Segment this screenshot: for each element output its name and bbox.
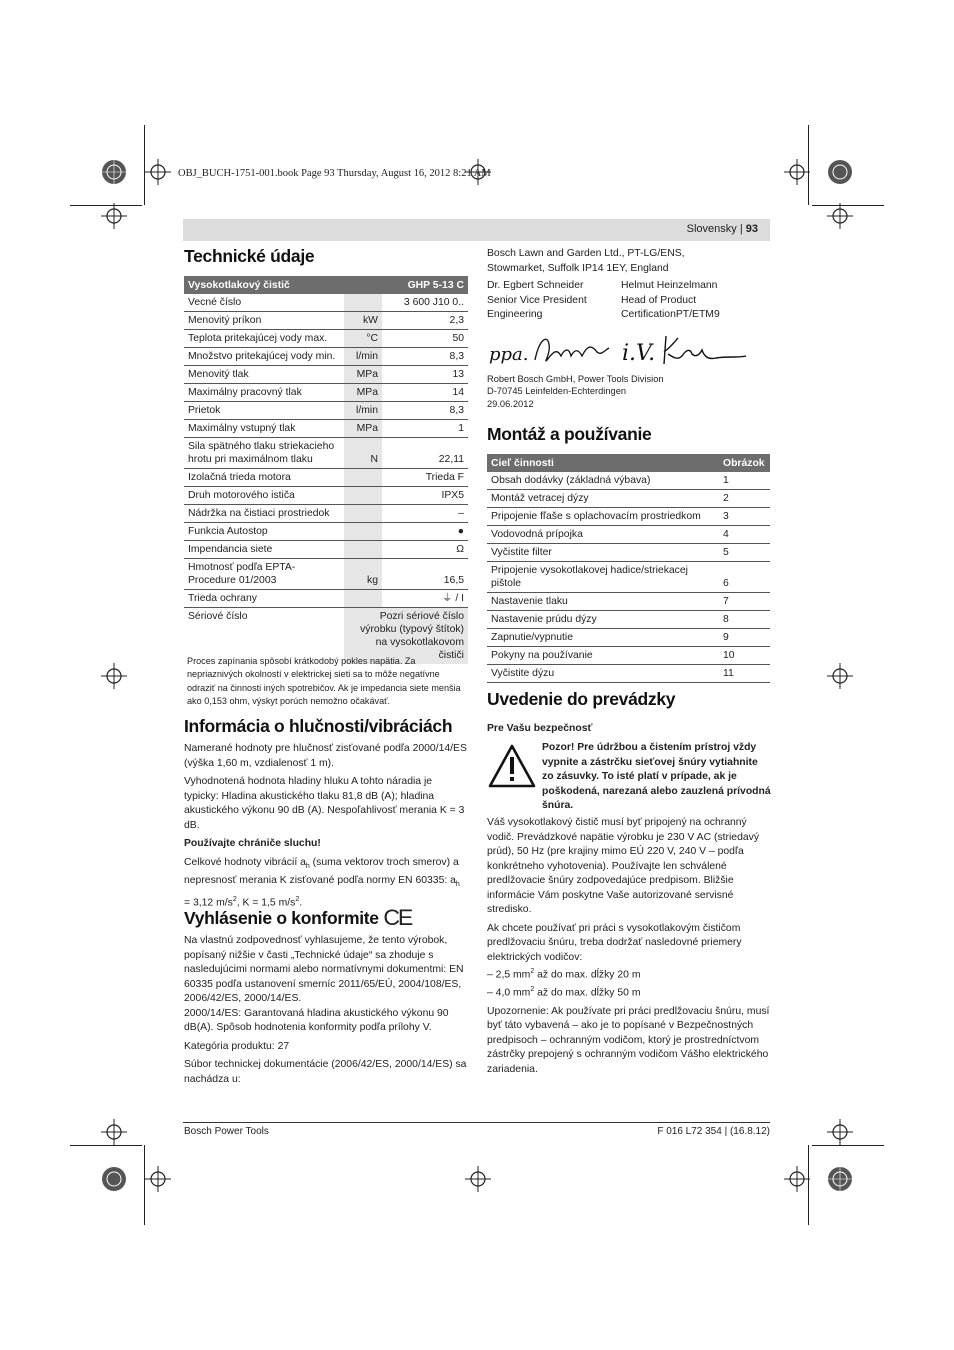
crosshair-icon — [783, 158, 811, 186]
row-label: Prietok — [184, 402, 344, 420]
product-category: Kategória produktu: 27 — [184, 1040, 290, 1052]
table-row — [184, 348, 468, 366]
section-title-startup: Uvedenie do prevádzky — [487, 689, 676, 709]
noise-paragraph: Namerané hodnoty pre hlučnosť zisťované podľa 2000/14/ES (výška 1,60 m, vzdialenosť 1 m). — [184, 743, 467, 769]
row-value: ● — [382, 523, 468, 541]
footer-right: F 016 L72 354 | (16.8.12) — [657, 1126, 770, 1137]
table-row — [184, 438, 468, 469]
row-unit — [344, 590, 382, 608]
table-row — [184, 420, 468, 438]
row-label: Teplota pritekajúcej vody max. — [184, 330, 344, 348]
row-label: Funkcia Autostop — [184, 523, 344, 541]
row-value: 13 — [382, 366, 468, 384]
row-label: Množstvo pritekajúcej vody min. — [184, 348, 344, 366]
section-title-technical: Technické údaje — [184, 246, 315, 266]
row-unit — [344, 294, 382, 312]
row-goal: Zapnutie/vypnutie — [487, 629, 719, 647]
row-figure: 6 — [719, 562, 770, 593]
row-figure: 11 — [719, 665, 770, 683]
section-title-noise: Informácia o hlučnosti/vibráciách — [184, 716, 453, 736]
registration-mark-icon — [100, 158, 128, 186]
table-header-name: Vysokotlakový čistič — [184, 276, 382, 294]
assembly-table — [487, 454, 770, 683]
row-figure: 1 — [719, 472, 770, 490]
row-label: Sériové číslo — [188, 611, 248, 622]
row-label: Menovitý príkon — [184, 312, 344, 330]
footer-divider — [183, 1122, 770, 1123]
row-unit: kW — [344, 312, 382, 330]
row-goal: Pripojenie fľaše s oplachovacím prostriedkom — [487, 508, 719, 526]
crosshair-icon — [144, 1165, 172, 1193]
signature-left-image — [487, 330, 612, 372]
row-unit — [344, 469, 382, 487]
warning-text: Pozor! Pre údržbou a čistením prístroj vždy vypnite a zástrčku sieťovej šnúry vytiahnite zo zásuvky. To isté platí v prípade, ak je poškodená, narezaná alebo zauzlená prívodná šnúra. — [542, 742, 771, 811]
row-goal: Montáž vetracej dýzy — [487, 490, 719, 508]
crosshair-icon — [144, 158, 172, 186]
registration-mark-icon — [826, 1165, 854, 1193]
row-value: IPX5 — [382, 487, 468, 505]
row-label: Maximálny vstupný tlak — [184, 420, 344, 438]
row-unit: °C — [344, 330, 382, 348]
row-unit: MPa — [344, 420, 382, 438]
table-row — [184, 487, 468, 505]
header-language: Slovensky — [686, 223, 737, 235]
row-value: Pozri sériové číslo výrobku (typový štítok) na vysokotlakovom čističi — [344, 608, 468, 665]
row-unit: MPa — [344, 366, 382, 384]
crosshair-icon — [464, 1165, 492, 1193]
table-row — [487, 544, 770, 562]
crosshair-icon — [826, 1118, 854, 1146]
row-label: Hmotnosť podľa EPTA-Procedure 01/2003 — [184, 559, 344, 590]
table-row — [184, 402, 468, 420]
table-row — [487, 611, 770, 629]
section-title-assembly: Montáž a používanie — [487, 424, 652, 444]
row-unit: l/min — [344, 348, 382, 366]
table-row — [184, 523, 468, 541]
conformity-paragraph: Na vlastnú zodpovednosť vyhlasujeme, že tento výrobok, popísaný nižšie v časti „Technické údaje“ sa zhoduje s nasledujúcimi normami alebo normatívnymi dokumentmi: EN 60335 podľa ustanovení smerníc 2011/65/EÚ, 2004/108/ES, 2006/42/ES, 2000/14/ES. — [184, 935, 464, 1004]
row-goal: Nastavenie tlaku — [487, 593, 719, 611]
company-address: Bosch Lawn and Garden Ltd., PT-LG/ENS, Stowmarket, Suffolk IP14 1EY, England — [487, 248, 685, 274]
row-value: 50 — [382, 330, 468, 348]
row-label: Nádržka na čistiaci prostriedok — [184, 505, 344, 523]
startup-note: Upozornenie: Ak používate pri práci predlžovaciu šnúru, musí byť táto vybavená – ako je to popísané v Bezpečnostných predpisoch – ochranným vodičom, ktorý je prostredníctvom zástrčky prepojený s ochranným vodičom Vášho elektrického zariadenia. — [487, 1005, 770, 1075]
crosshair-icon — [100, 202, 128, 230]
table-row — [487, 526, 770, 544]
conformity-paragraph: Súbor technickej dokumentácie (2006/42/ES, 2000/14/ES) sa nachádza u: — [184, 1059, 467, 1085]
svg-text:ppa.: ppa. — [489, 344, 529, 365]
header-separator: | — [736, 223, 746, 235]
table-row — [487, 562, 770, 593]
table-row — [184, 384, 468, 402]
signatory-left: Dr. Egbert Schneider Senior Vice President Engineering — [487, 280, 587, 320]
table-footnote: Proces zapínania spôsobí krátkodobý pokles napätia. Za nepriaznivých okolností v elektrickej sieti sa to môže negatívne odraziť na činnosti iných spotrebičov. Ak je impedancia siete menšia ako 0,153 ohm, výskyt porúch nemožno očakávať. — [187, 656, 461, 706]
table-row — [184, 541, 468, 559]
table-row — [487, 629, 770, 647]
row-goal: Pokyny na používanie — [487, 647, 719, 665]
row-label: Impendancia siete — [184, 541, 344, 559]
row-value: 16,5 — [382, 559, 468, 590]
row-goal: Obsah dodávky (základná výbava) — [487, 472, 719, 490]
row-label: Vecné číslo — [184, 294, 344, 312]
crosshair-icon — [826, 202, 854, 230]
registration-mark-icon — [826, 158, 854, 186]
row-value: 8,3 — [382, 348, 468, 366]
table-row — [184, 559, 468, 590]
row-unit — [344, 505, 382, 523]
page-number: 93 — [745, 223, 758, 235]
row-label: Sila spätného tlaku striekacieho hrotu pri maximálnom tlaku — [184, 438, 344, 469]
header-text — [687, 223, 758, 235]
crosshair-icon — [783, 1165, 811, 1193]
table-row — [487, 490, 770, 508]
row-label: Druh motorového ističa — [184, 487, 344, 505]
table-row — [184, 312, 468, 330]
hearing-protection-note: Používajte chrániče sluchu! — [184, 838, 321, 849]
table-row — [184, 294, 468, 312]
row-figure: 9 — [719, 629, 770, 647]
row-goal: Vyčistite dýzu — [487, 665, 719, 683]
printer-info-line: OBJ_BUCH-1751-001.book Page 93 Thursday, August 16, 2012 8:21 AM — [178, 168, 491, 179]
signature-right-image — [620, 330, 750, 372]
registration-mark-icon — [100, 1165, 128, 1193]
row-figure: 10 — [719, 647, 770, 665]
row-goal: Vyčistite filter — [487, 544, 719, 562]
startup-section — [487, 816, 771, 1081]
row-unit: N — [344, 438, 382, 469]
svg-text:i.V.: i.V. — [622, 341, 656, 366]
row-figure: 2 — [719, 490, 770, 508]
row-goal: Nastavenie prúdu dýzy — [487, 611, 719, 629]
conformity-paragraph: 2000/14/ES: Garantovaná hladina akustického výkonu 90 dB(A). Spôsob hodnotenia konformity podľa prílohy V. — [184, 1007, 449, 1033]
table-row — [184, 469, 468, 487]
row-value: Trieda F — [382, 469, 468, 487]
startup-paragraph: Váš vysokotlakový čistič musí byť pripojený na ochranný vodič. Prevádzkové napätie výrobku je 230 V AC (striedavý prúd), 50 Hz (pre krajiny mimo EÚ 220 V, 240 V – podľa konkrétneho vyhotovenia). Používajte len schválené predlžovacie šnúry zodpovedajúce predpisom. Bližšie informácie Vám poskytne Vaše autorizované servisné stredisko. — [487, 817, 760, 915]
safety-subtitle: Pre Vašu bezpečnosť — [487, 723, 593, 734]
crosshair-icon — [826, 662, 854, 690]
row-figure: 5 — [719, 544, 770, 562]
row-value: 8,3 — [382, 402, 468, 420]
row-figure: 7 — [719, 593, 770, 611]
table-header-goal: Cieľ činnosti — [487, 454, 719, 472]
cable-spec-item: – 4,0 $mm^2$ až do max. dĺžky 50 m — [487, 985, 641, 999]
table-row — [487, 472, 770, 490]
row-unit — [344, 523, 382, 541]
row-value: 14 — [382, 384, 468, 402]
row-unit — [344, 487, 382, 505]
signatory-right: Helmut Heinzelmann Head of Product CertificationPT/ETM9 — [621, 280, 720, 320]
table-row — [184, 505, 468, 523]
warning-triangle-icon — [487, 743, 537, 789]
manufacturer-address: Robert Bosch GmbH, Power Tools Division D-70745 Leinfelden-Echterdingen 29.06.2012 — [487, 374, 664, 409]
table-row — [487, 665, 770, 683]
table-row — [487, 593, 770, 611]
row-label: Izolačná trieda motora — [184, 469, 344, 487]
row-label: Trieda ochrany — [184, 590, 344, 608]
row-figure: 3 — [719, 508, 770, 526]
page-header — [183, 219, 770, 241]
table-header-figure: Obrázok — [719, 454, 770, 472]
row-value: 22,11 — [382, 438, 468, 469]
row-unit — [344, 541, 382, 559]
row-figure: 8 — [719, 611, 770, 629]
noise-section — [184, 742, 468, 915]
table-row — [184, 330, 468, 348]
table-row — [184, 590, 468, 608]
row-value: ⏚ / I — [382, 590, 468, 608]
row-figure: 4 — [719, 526, 770, 544]
row-unit: kg — [344, 559, 382, 590]
noise-paragraph: Vyhodnotená hodnota hladiny hluku A tohto náradia je typicky: Hladina akustického tlaku 81,8 dB (A); hladina akustického výkonu 90 dB (A). Nespoľahlivosť merania K = 3 dB. — [184, 776, 465, 831]
row-value: – — [382, 505, 468, 523]
table-row — [487, 508, 770, 526]
row-value: 1 — [382, 420, 468, 438]
table-row — [487, 647, 770, 665]
table-header-model: GHP 5-13 C — [382, 276, 468, 294]
row-unit: MPa — [344, 384, 382, 402]
section-title-conformity: Vyhlásenie o konformite — [184, 908, 379, 928]
crosshair-icon — [100, 662, 128, 690]
row-label: Menovitý tlak — [184, 366, 344, 384]
technical-data-table — [184, 276, 468, 664]
row-value: 2,3 — [382, 312, 468, 330]
row-value: 3 600 J10 0.. — [382, 294, 468, 312]
row-unit: l/min — [344, 402, 382, 420]
row-goal: Pripojenie vysokotlakovej hadice/striekacej pištole — [487, 562, 719, 593]
table-row — [184, 366, 468, 384]
vibration-paragraph: Celkové hodnoty vibrácií $a_h$ (suma vektorov troch smerov) a nepresnosť merania K zisťované podľa normy EN 60335: $a_h = 3,12$ $m/s^2$, K = 1,5 $m/s^2$. — [184, 856, 460, 909]
row-goal: Vodovodná prípojka — [487, 526, 719, 544]
crosshair-icon — [100, 1118, 128, 1146]
footer-left: Bosch Power Tools — [184, 1126, 269, 1137]
row-label: Maximálny pracovný tlak — [184, 384, 344, 402]
row-value: Ω — [382, 541, 468, 559]
cable-spec-item: – 2,5 $mm^2$ až do max. dĺžky 20 m — [487, 968, 641, 981]
ce-mark-icon: CE — [383, 905, 412, 930]
conformity-section — [184, 934, 468, 1091]
startup-paragraph: Ak chcete používať pri práci s vysokotlakovým čističom predlžovaciu šnúru, treba dodržať nasledovné priemery elektrických vodičov: — [487, 922, 742, 963]
